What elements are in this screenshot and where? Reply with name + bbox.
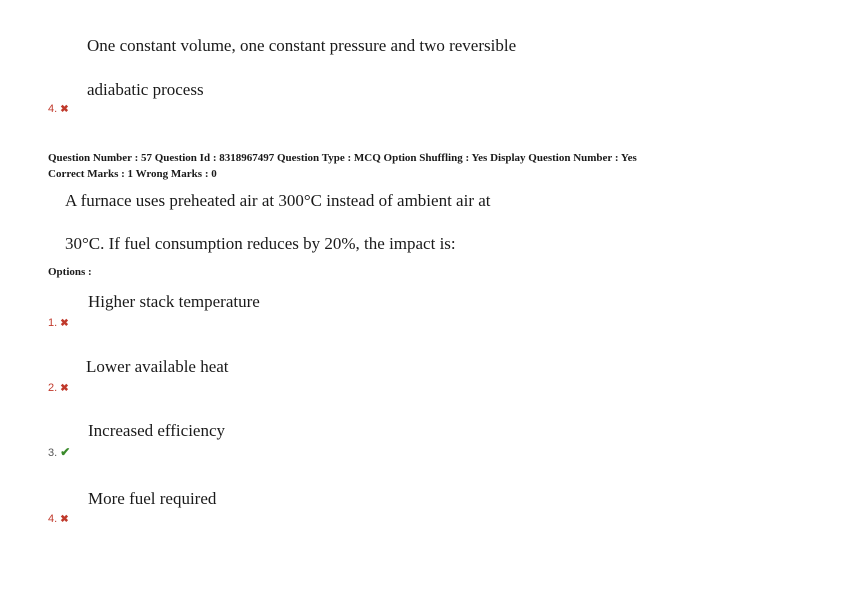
option-1-number: 1. — [48, 317, 58, 329]
question-text-line1: A furnace uses preheated air at 300°C instead of ambient air at — [65, 191, 491, 210]
option-2-number-row — [48, 378, 69, 396]
wrong-icon: ✖ — [60, 318, 69, 329]
check-icon: ✔ — [60, 445, 71, 459]
prev-option-number: 4. — [48, 103, 58, 115]
prev-option-text-line1: One constant volume, one constant pressure and two reversible — [87, 36, 517, 55]
option-4-number-row — [48, 509, 69, 527]
option-1-text: Higher stack temperature — [88, 292, 260, 311]
question-meta-line2: Correct Marks : 1 Wrong Marks : 0 — [48, 168, 217, 180]
wrong-icon: ✖ — [60, 383, 69, 394]
option-3-text: Increased efficiency — [88, 421, 226, 440]
options-label: Options : — [48, 266, 92, 278]
option-2-text: Lower available heat — [86, 357, 229, 376]
question-text-line2: 30°C. If fuel consumption reduces by 20%, the impact is: — [65, 234, 456, 253]
option-2-number: 2. — [48, 382, 58, 394]
prev-option-number-row — [48, 99, 69, 117]
option-4-text: More fuel required — [88, 489, 217, 508]
prev-option-text-line2: adiabatic process — [87, 80, 204, 99]
option-3-number: 3. — [48, 447, 58, 459]
wrong-icon: ✖ — [60, 104, 69, 115]
option-1-number-row — [48, 313, 69, 331]
question-meta-line1: Question Number : 57 Question Id : 8318967497 Question Type : MCQ Option Shuffling : Yes Display Question Number : Yes — [48, 152, 637, 164]
wrong-icon: ✖ — [60, 514, 69, 525]
option-3-number-row — [48, 443, 70, 461]
option-4-number: 4. — [48, 513, 58, 525]
